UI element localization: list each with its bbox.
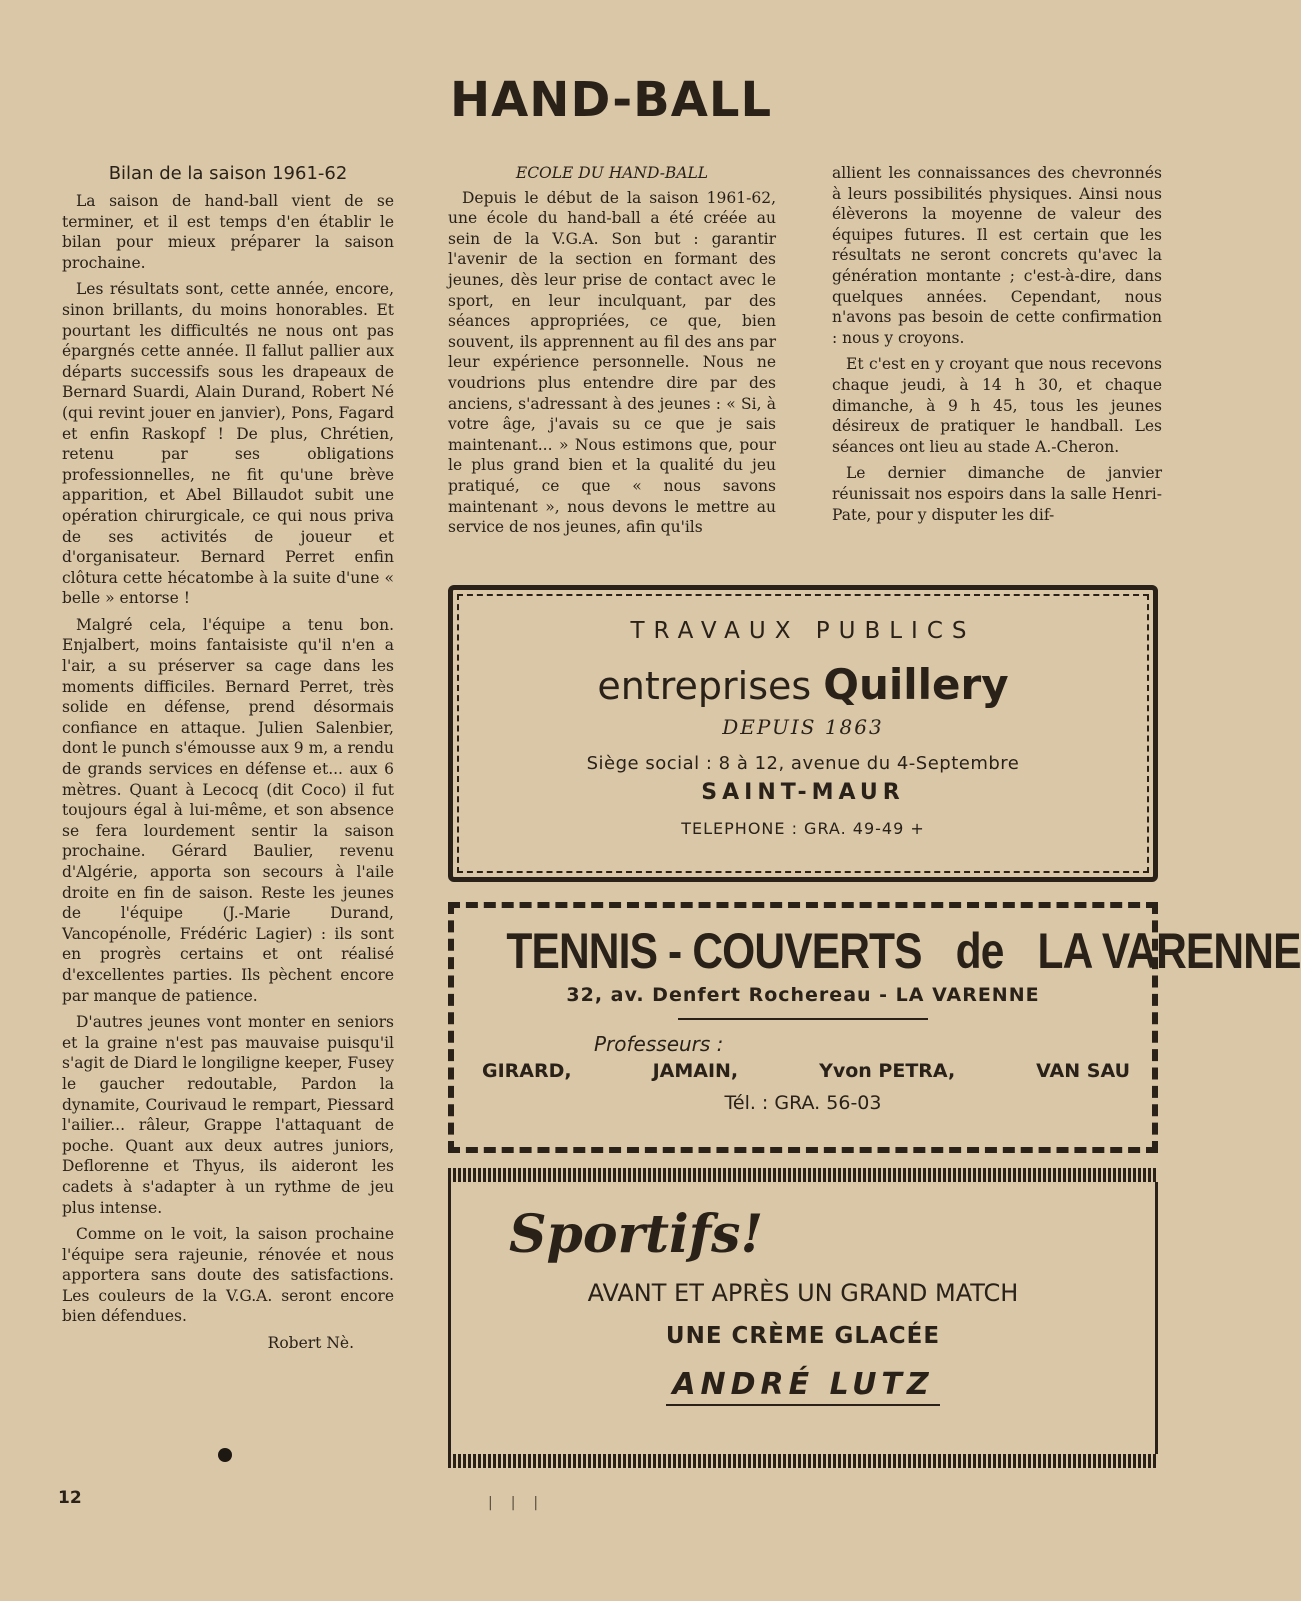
ad-header: TRAVAUX PUBLICS	[630, 618, 976, 644]
decorative-border	[448, 1168, 1158, 1182]
advertisement-lutz	[448, 1168, 1158, 1468]
ad-phone: TELEPHONE : GRA. 49-49 +	[681, 819, 925, 838]
article-paragraph: Les résultats sont, cette année, encore, sinon brillants, du moins honorables. Et pourtant les difficultés ne nous ont pas épargnés cette année. Il fallut pallier aux départs successifs sous les drapeaux de Bernard Suardi, Alain Durand, Robert Né (qui revint jouer en janvier), Pons, Fagard et enfin Raskopf ! De plus, Chrétien, retenu par ses obligations professionnelles, ne fit qu'une brève apparition, et Abel Billaudot subit une opération chirurgicale, ce qui nous priva de ses activités de joueur et d'organisateur. Bernard Perret enfin clôtura cette hécatombe à la suite d'une « belle » entorse !	[62, 280, 394, 608]
section-heading: ECOLE DU HAND-BALL	[515, 164, 709, 182]
ad-professors-label: Professeurs :	[594, 1032, 724, 1056]
ad-headline: Sportifs!	[509, 1204, 764, 1265]
ad-product: UNE CRÈME GLACÉE	[665, 1323, 941, 1349]
ad-company-prefix: entreprises	[597, 664, 812, 708]
ad-brand: ANDRÉ LUTZ	[666, 1367, 939, 1406]
article-paragraph: D'autres jeunes vont monter en seniors et la graine n'est pas mauvaise puisqu'il s'agit de Diard le longiligne keeper, Fusey le gaucher redoutable, Pardon la dynamite, Courivaud le rempart, Piessard l'ailier... râleur, Grappe l'attaquant de poche. Quant aux deux autres juniors, Deflorenne et Thyus, ils aideront les cadets à s'adapter à un rythme de jeu plus intense.	[62, 1013, 394, 1217]
ad-tennis-name-part1: TENNIS - COUVERTS	[506, 923, 922, 979]
page-number: 12	[58, 1488, 82, 1508]
ad-company-name: Quillery	[823, 660, 1009, 709]
advertisement-quillery	[448, 585, 1158, 882]
decorative-border	[448, 1454, 1158, 1468]
ad-phone: Tél. : GRA. 56-03	[724, 1092, 882, 1114]
ad-since: DEPUIS 1863	[722, 715, 884, 739]
article-column-1	[62, 163, 394, 1354]
advertisement-tennis	[448, 902, 1301, 1153]
ad-professor: VAN SAU	[1036, 1060, 1130, 1082]
ad-tennis-name-part3: LA VARENNE	[1037, 923, 1301, 979]
ad-address: Siège social : 8 à 12, avenue du 4-Septembre	[586, 753, 1020, 774]
ad-professors-list	[454, 1060, 1152, 1082]
ad-company	[453, 660, 1153, 709]
article-column-3	[832, 163, 1162, 531]
article-paragraph: Le dernier dimanche de janvier réunissait nos espoirs dans la salle Henri-Pate, pour y disputer les dif-	[832, 464, 1162, 524]
ad-tagline: AVANT ET APRÈS UN GRAND MATCH	[587, 1279, 1019, 1307]
article-signature: Robert Nè.	[267, 1334, 354, 1353]
article-paragraph: Malgré cela, l'équipe a tenu bon. Enjalbert, moins fantaisiste qu'il n'en a l'air, a su préserver sa cage dans les moments difficiles. Bernard Perret, très solide en défense, prend désormais confiance en attaque. Julien Salenbier, dont le punch s'émousse aux 9 m, a rendu de grands services en défense et... aux 6 mètres. Quant à Lecocq (dit Coco) il fut toujours égal à lui-même, et son absence se fera lourdement sentir la saison prochaine. Gérard Baulier, revenu d'Algérie, apporta son secours à l'aile droite en fin de saison. Reste les jeunes de l'équipe (J.-Marie Durand, Vancopénolle, Frédéric Lagier) : ils sont en progrès certains et ont réalisé d'excellentes parties. Ils pèchent encore par manque de patience.	[62, 615, 394, 1005]
article-paragraph: Comme on le voit, la saison prochaine l'équipe sera rajeunie, rénovée et nous apportera sans doute des satisfactions. Les couleurs de la V.G.A. seront encore bien défendues.	[62, 1225, 394, 1326]
article-paragraph: allient les connaissances des chevronnés à leurs possibilités physiques. Ainsi nous élèverons la moyenne de valeur des équipes futures. Il est certain que les résultats ne seront concrets qu'avec la génération montante ; c'est-à-dire, dans quelques années. Cependant, nous n'avons pas besoin de cette confirmation : nous y croyons.	[832, 164, 1162, 347]
ad-address: 32, av. Denfert Rochereau - LA VARENNE	[566, 984, 1040, 1006]
ad-city: SAINT-MAUR	[701, 780, 905, 805]
ad-professor: Yvon PETRA,	[819, 1060, 956, 1082]
article-paragraph: La saison de hand-ball vient de se terminer, et il est temps d'en établir le bilan pour mieux préparer la saison prochaine.	[62, 192, 394, 272]
ad-professor: GIRARD,	[482, 1060, 572, 1082]
ad-professor: JAMAIN,	[652, 1060, 739, 1082]
article-column-2	[448, 163, 776, 544]
article-paragraph: Depuis le début de la saison 1961-62, une école du hand-ball a été créée au sein de la V.G.A. Son but : garantir l'avenir de la section en formant des jeunes, dès leur prise de contact avec le sport, en leur inculquant, par des séances appropriées, ce que, bien souvent, ils apprennent au fil des ans par leur expérience personnelle. Nous ne voudrions plus entendre dire par des anciens, s'adressant à des jeunes : « Si, à votre âge, j'avais su ce que je sais maintenant... » Nous estimons que, pour le plus grand bien et la qualité du jeu pratiqué, ce que « nous savons maintenant », nous devons le mettre au service de nos jeunes, afin qu'ils	[448, 188, 776, 537]
ad-tennis-name-part2: de	[955, 923, 1004, 979]
print-marks-icon: |||	[488, 1495, 557, 1511]
article-heading: Bilan de la saison 1961-62	[108, 163, 348, 184]
divider	[678, 1018, 928, 1020]
page-title: HAND-BALL	[449, 72, 773, 128]
bullet-dot-icon	[218, 1448, 232, 1462]
article-paragraph: Et c'est en y croyant que nous recevons chaque jeudi, à 14 h 30, et chaque dimanche, à 9 h 45, tous les jeunes désireux de pratiquer le handball. Les séances ont lieu au stade A.-Cheron.	[832, 355, 1162, 456]
ad-tennis-name	[506, 922, 1301, 980]
